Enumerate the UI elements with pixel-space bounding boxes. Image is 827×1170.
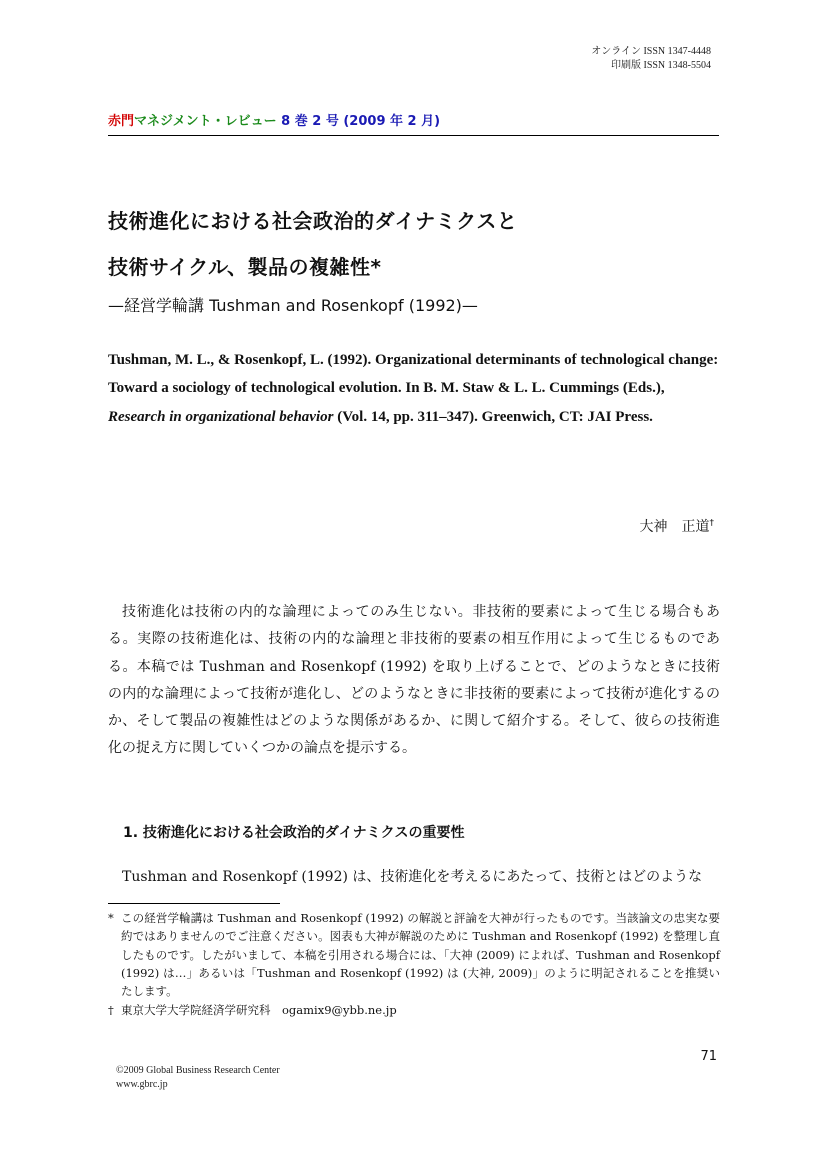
- journal-header: [108, 110, 440, 129]
- reference-journal: Research in organizational behavior: [108, 408, 334, 425]
- author-mark: †: [709, 518, 714, 529]
- issn-print: 印刷版 ISSN 1348-5504: [610, 60, 711, 71]
- footer-url: www.gbrc.jp: [116, 1079, 168, 1090]
- header-rule: [108, 135, 719, 136]
- footnote-2-text: 東京大学大学院経済学研究科 ogamix9@ybb.ne.jp: [121, 1003, 397, 1017]
- journal-name-green: マネジメント・レビュー: [134, 114, 277, 129]
- footnote-1: [108, 909, 720, 1000]
- body-text: Tushman and Rosenkopf (1992) は、技術進化を考えるにあたって、技術とはどのような: [122, 869, 703, 885]
- journal-name-red: 赤門: [108, 114, 135, 129]
- footnote-1-mark: *: [108, 911, 114, 925]
- journal-issue: 8 巻 2 号 (2009 年 2 月): [276, 114, 441, 129]
- footnote-1-text: この経営学輪講は Tushman and Rosenkopf (1992) の解説と評論を大神が行ったものです。当該論文の忠実な要約ではありませんのでご注意ください。図表も大神が解説のために Tushman and Rosenkopf (1992) を整理し直したものです。したがいまして、本稿を引用される場合には、「大神 (2009) によれば、Tushman and Rosenkopf (1992) は…」あるいは「Tushman and Rosenkopf (1992) は (大神, 2009)」のように明記されることを推奨いたします。: [121, 911, 720, 999]
- reference-part-2: (Vol. 14, pp. 311–347). Greenwich, CT: JAI Press.: [333, 408, 653, 425]
- reference-part-1: Tushman, M. L., & Rosenkopf, L. (1992). Organizational determinants of technological change: Toward a sociology of technological evolution. In B. M. Staw & L. L. Cummings (Eds.),: [108, 352, 719, 397]
- title-line-2: 技術サイクル、製品の複雑性*: [108, 255, 382, 279]
- author-name: 大神 正道: [639, 519, 710, 535]
- section-heading: 1. 技術進化における社会政治的ダイナミクスの重要性: [123, 825, 465, 841]
- issn-online: オンライン ISSN 1347-4448: [591, 46, 711, 57]
- page-number: 71: [700, 1049, 717, 1064]
- subtitle: —経営学輪講 Tushman and Rosenkopf (1992)—: [108, 296, 478, 315]
- footnote-2-mark: †: [108, 1003, 114, 1017]
- title-line-1: 技術進化における社会政治的ダイナミクスと: [108, 209, 518, 233]
- footnote-rule: [108, 903, 280, 904]
- author: [640, 516, 715, 536]
- footnote-2: [108, 1001, 720, 1019]
- reference-citation: [108, 346, 723, 431]
- footer-copyright: ©2009 Global Business Research Center: [116, 1065, 280, 1076]
- abstract: 技術進化は技術の内的な論理によってのみ生じない。非技術的要素によって生じる場合もある。実際の技術進化は、技術の内的な論理と非技術的要素の相互作用によって生じるものである。本稿では Tushman and Rosenkopf (1992) を取り上げることで、どのようなときに技術の内的な論理によって技術が進化し、どのようなときに非技術的要素によって技術が進化するのか、そして製品の複雑性はどのような関係があるか、に関して紹介する。そして、彼らの技術進化の捉え方に関していくつかの論点を提示する。: [108, 604, 720, 757]
